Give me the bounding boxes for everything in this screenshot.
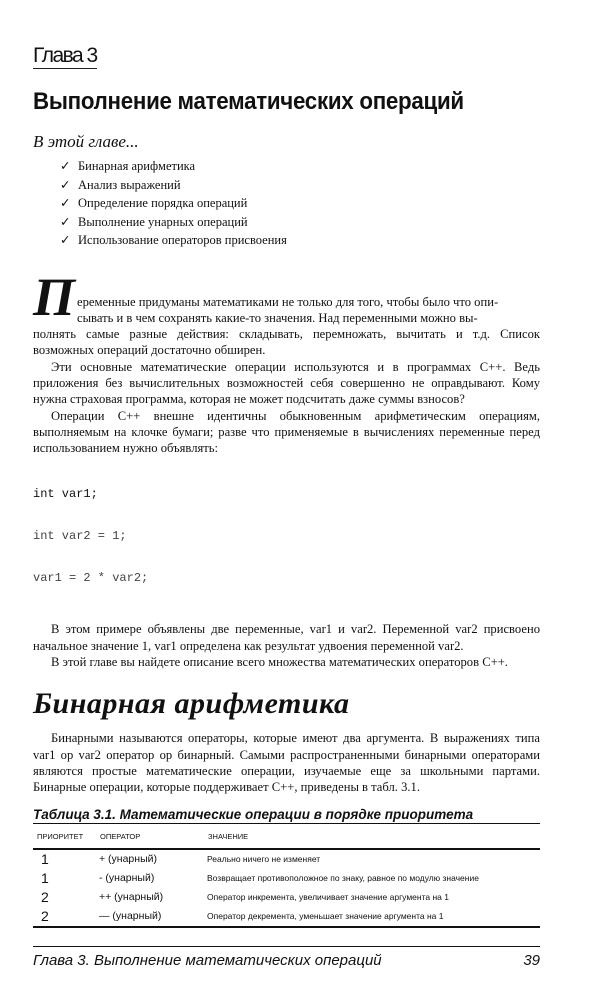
drop-cap: П (33, 266, 76, 327)
page-footer (33, 946, 540, 971)
table-row (33, 888, 540, 907)
operator-cell: + (унарный) (99, 853, 157, 866)
table-header-row (33, 826, 540, 849)
list-item (60, 194, 540, 213)
list-item-label: Определение порядка операций (78, 196, 248, 210)
check-icon: ✓ (60, 177, 71, 192)
priority-cell: 1 (41, 870, 49, 887)
priority-cell: 1 (41, 851, 49, 868)
list-item-label: Выполнение унарных операций (78, 214, 248, 229)
priority-cell: 2 (33, 907, 99, 927)
paragraph-group (33, 730, 540, 795)
page-number: 39 (523, 951, 540, 969)
meaning-cell: Оператор инкремента, увеличивает значение аргумента на 1 (207, 892, 449, 903)
check-icon: ✓ (60, 233, 71, 247)
table-row (33, 869, 540, 888)
meaning-cell: Оператор декремента, уменьшает значение аргумента на 1 (207, 907, 540, 927)
paragraph: В этой главе вы найдете описание всего множества математических операторов С++. (51, 655, 508, 670)
list-item-label: Бинарная арифметика (78, 159, 196, 173)
column-header: ОПЕРАТОР (99, 826, 207, 849)
paragraph: Бинарными называются операторы, которые имеют два аргумента. В выражениях типа var1 op var2 оператор op бинарный. Самыми распространенными бинарными операторами являются простые математические операции, изучаемые еще за школьными партами. Бинарные операции, которые поддерживает С++, приведены в табл. 3.1. (33, 731, 540, 795)
priority-cell: 2 (41, 889, 49, 906)
meaning-cell: Возвращает противоположное по знаку, равное по модулю значение (207, 873, 479, 884)
code-line: int var2 = 1; (33, 529, 127, 544)
chapter-label: Глава 3 (33, 44, 97, 67)
paragraph-line: сывать и в чем сохранять какие-то значения. Над переменными можно вы- (77, 310, 478, 325)
meaning-cell: Реально ничего не изменяет (207, 854, 321, 865)
check-icon: ✓ (60, 214, 71, 229)
paragraph: В этом примере объявлены две переменные, var1 и var2. Переменной var2 присвоено начальное значение 1, var1 определена как результат удвоения переменной var2. (33, 622, 540, 653)
list-item (60, 213, 540, 232)
paragraph-line: еременные придуманы математиками не только для того, чтобы было что опи- (77, 294, 499, 309)
operator-cell: ++ (унарный) (99, 891, 164, 904)
column-header: ПРИОРИТЕТ (33, 826, 99, 849)
paragraph: Операции С++ внешне идентичны обыкновенным арифметическим операциям, выполняемым на клочке бумаги; разве что применяемые в вычислениях переменные перед использованием нужно объявлять: (33, 408, 540, 456)
table-row (33, 849, 540, 869)
operator-cell: — (унарный) (99, 907, 207, 927)
list-item (60, 176, 540, 195)
running-title: Глава 3. Выполнение математических операций (33, 951, 382, 969)
list-item-label: Анализ выражений (78, 177, 181, 192)
intro-heading: В этой главе... (33, 132, 139, 151)
list-item (60, 157, 540, 176)
paragraph: полнять самые разные действия: складывать, перемножать, вычитать и т.д. Список возможных операций достаточно обширен. (33, 327, 540, 358)
check-icon: ✓ (60, 159, 71, 173)
list-item-label: Использование операторов присвоения (78, 233, 287, 247)
paragraph-group (33, 266, 540, 457)
paragraph: Эти основные математические операции используются и в программах С++. Ведь приложения без вычислительных возможностей себя совершенно не оправдывают. Кому нужна страховая программа, которая не может подсчитать даже суммы взносов? (33, 359, 540, 407)
list-item (60, 231, 540, 250)
column-header: ЗНАЧЕНИЕ (207, 826, 540, 849)
operator-cell: - (унарный) (99, 872, 155, 885)
chapter-contents-list (60, 157, 540, 250)
chapter-title: Выполнение математических операций (33, 88, 464, 115)
check-icon: ✓ (60, 196, 71, 210)
table-row (33, 907, 540, 927)
code-listing (33, 459, 540, 613)
code-line: int var1; (33, 487, 98, 502)
code-line: var1 = 2 * var2; (33, 571, 149, 586)
section-heading: Бинарная арифметика (33, 687, 350, 721)
operators-table (33, 826, 540, 928)
paragraph-group (33, 621, 540, 670)
table-caption: Таблица 3.1. Математические операции в порядке приоритета (33, 806, 540, 824)
